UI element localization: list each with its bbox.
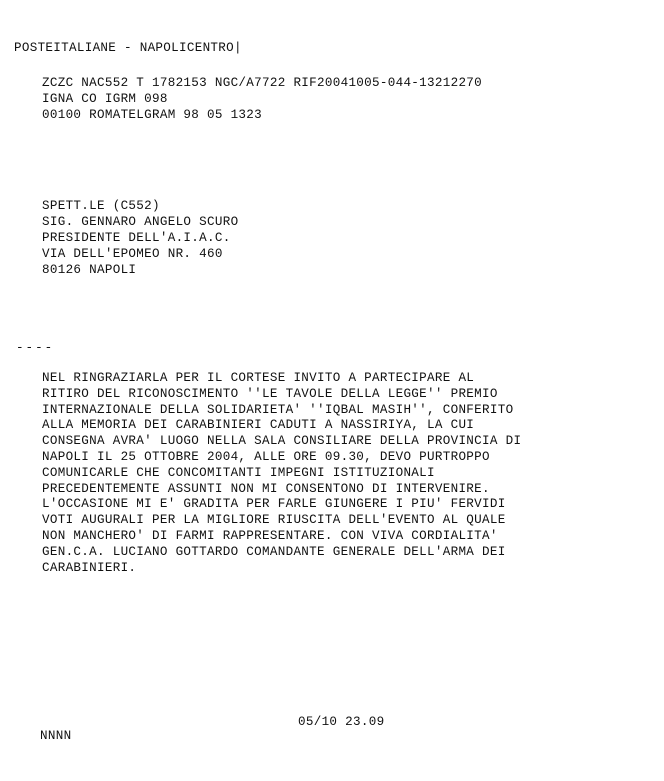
footer-timestamp: 05/10 23.09 — [298, 715, 385, 729]
body-line: NAPOLI IL 25 OTTOBRE 2004, ALLE ORE 09.30, DEVO PURTROPPO — [42, 449, 490, 464]
body-line: CARABINIERI. — [42, 560, 137, 575]
body-line: COMUNICARLE CHE CONCOMITANTI IMPEGNI ISTITUZIONALI — [42, 465, 435, 480]
body-line: GEN.C.A. LUCIANO GOTTARDO COMANDANTE GENERALE DELL'ARMA DEI — [42, 544, 506, 559]
addressee-line: 80126 NAPOLI — [42, 263, 137, 277]
addressee-line: PRESIDENTE DELL'A.I.A.C. — [42, 231, 231, 245]
body-line: ALLA MEMORIA DEI CARABINIERI CADUTI A NASSIRIYA, LA CUI — [42, 418, 475, 433]
body-line: CONSEGNA AVRA' LUOGO NELLA SALA CONSILIARE DELLA PROVINCIA DI — [42, 434, 522, 449]
end-marker: NNNN — [40, 729, 72, 743]
routing-line: ZCZC NAC552 T 1782153 NGC/A7722 RIF20041005-044-13212270 — [42, 76, 483, 90]
message-body — [42, 371, 521, 576]
addressee-line: SIG. GENNARO ANGELO SCURO — [42, 215, 239, 229]
body-line: PRECEDENTEMENTE ASSUNTI NON MI CONSENTONO DI INTERVENIRE. — [42, 481, 490, 496]
body-line: NON MANCHERO' DI FARMI RAPPRESENTARE. CON VIVA CORDIALITA' — [42, 528, 498, 543]
separator-dashes: ---- — [16, 341, 55, 355]
routing-block — [42, 75, 482, 123]
body-line: INTERNAZIONALE DELLA SOLIDARIETA' ''IQBAL MASIH'', CONFERITO — [42, 402, 514, 417]
body-line: RITIRO DEL RICONOSCIMENTO ''LE TAVOLE DELLA LEGGE'' PREMIO — [42, 386, 498, 401]
body-line: VOTI AUGURALI PER LA MIGLIORE RIUSCITA DELL'EVENTO AL QUALE — [42, 513, 506, 528]
body-line: L'OCCASIONE MI E' GRADITA PER FARLE GIUNGERE I PIU' FERVIDI — [42, 497, 506, 512]
addressee-line: SPETT.LE (C552) — [42, 199, 160, 213]
routing-line: IGNA CO IGRM 098 — [42, 92, 168, 106]
addressee-line: VIA DELL'EPOMEO NR. 460 — [42, 247, 223, 261]
routing-line: 00100 ROMATELGRAM 98 05 1323 — [42, 108, 263, 122]
body-line: NEL RINGRAZIARLA PER IL CORTESE INVITO A PARTECIPARE AL — [42, 371, 475, 385]
addressee-block — [42, 198, 238, 278]
telegram-header: POSTEITALIANE - NAPOLICENTRO| — [14, 41, 242, 55]
